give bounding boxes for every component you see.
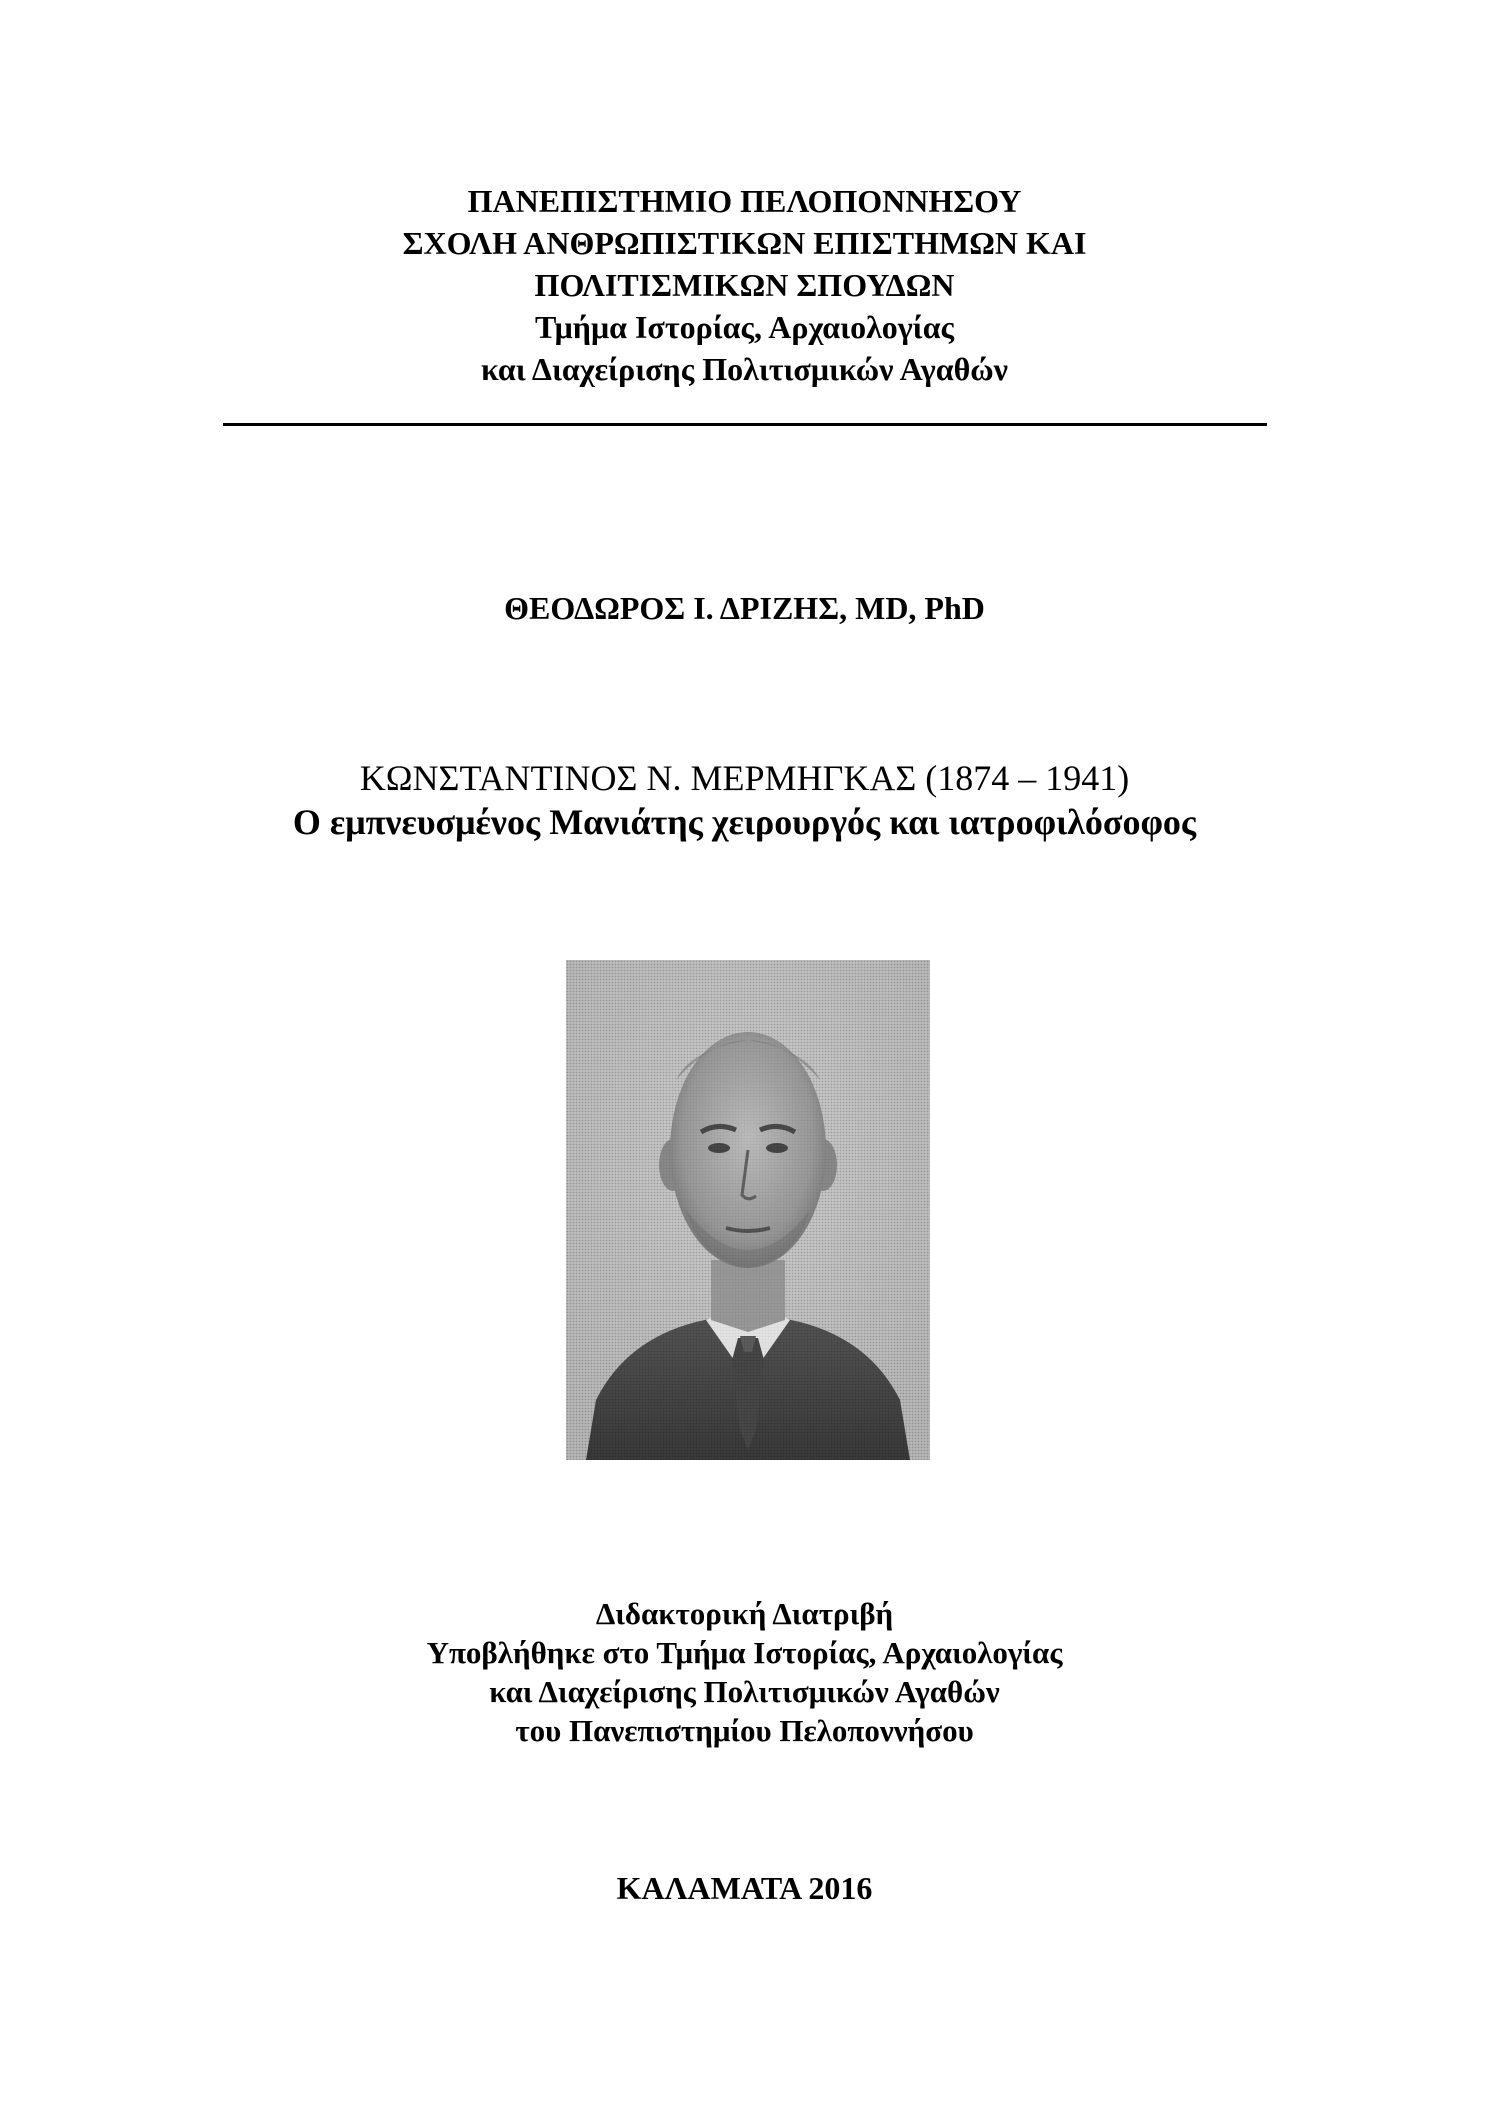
- school-name-line-2: ΠΟΛΙΤΙΣΜΙΚΩΝ ΣΠΟΥΔΩΝ: [534, 267, 955, 303]
- author-block: [0, 588, 1489, 628]
- thesis-statement: [0, 1594, 1489, 1750]
- school-name-line-1: ΣΧΟΛΗ ΑΝΘΡΩΠΙΣΤΙΚΩΝ ΕΠΙΣΤΗΜΩΝ ΚΑΙ: [402, 225, 1087, 261]
- portrait-photo: [566, 960, 930, 1460]
- title-main: ΚΩΝΣΤΑΝΤΙΝΟΣ Ν. ΜΕΡΜΗΓΚΑΣ (1874 – 1941): [359, 758, 1130, 798]
- thesis-type: Διδακτορική Διατριβή: [595, 1596, 894, 1631]
- city-year: ΚΑΛΑΜΑΤΑ 2016: [616, 1870, 873, 1906]
- thesis-submission-line-2: και Διαχείρισης Πολιτισμικών Αγαθών: [489, 1674, 1000, 1709]
- portrait-photo-icon: [566, 960, 930, 1460]
- author-name: ΘΕΟΔΩΡΟΣ Ι. ΔΡΙΖΗΣ, MD, PhD: [504, 590, 985, 626]
- thesis-submission-line-3: του Πανεπιστημίου Πελοποννήσου: [515, 1713, 974, 1748]
- institution-header: [0, 180, 1489, 390]
- department-name-line-2: και Διαχείρισης Πολιτισμικών Αγαθών: [481, 351, 1008, 387]
- header-divider: [223, 423, 1267, 426]
- department-name-line-1: Τμήμα Ιστορίας, Αρχαιολογίας: [534, 309, 955, 345]
- title-subtitle: Ο εμπνευσμένος Μανιάτης χειρουργός και ιατροφιλόσοφος: [292, 802, 1197, 842]
- place-and-year: [0, 1868, 1489, 1908]
- thesis-submission-line-1: Υποβλήθηκε στο Τμήμα Ιστορίας, Αρχαιολογίας: [426, 1635, 1063, 1670]
- university-name: ΠΑΝΕΠΙΣΤΗΜΙΟ ΠΕΛΟΠΟΝΝΗΣΟΥ: [467, 183, 1022, 219]
- thesis-title: [0, 756, 1489, 844]
